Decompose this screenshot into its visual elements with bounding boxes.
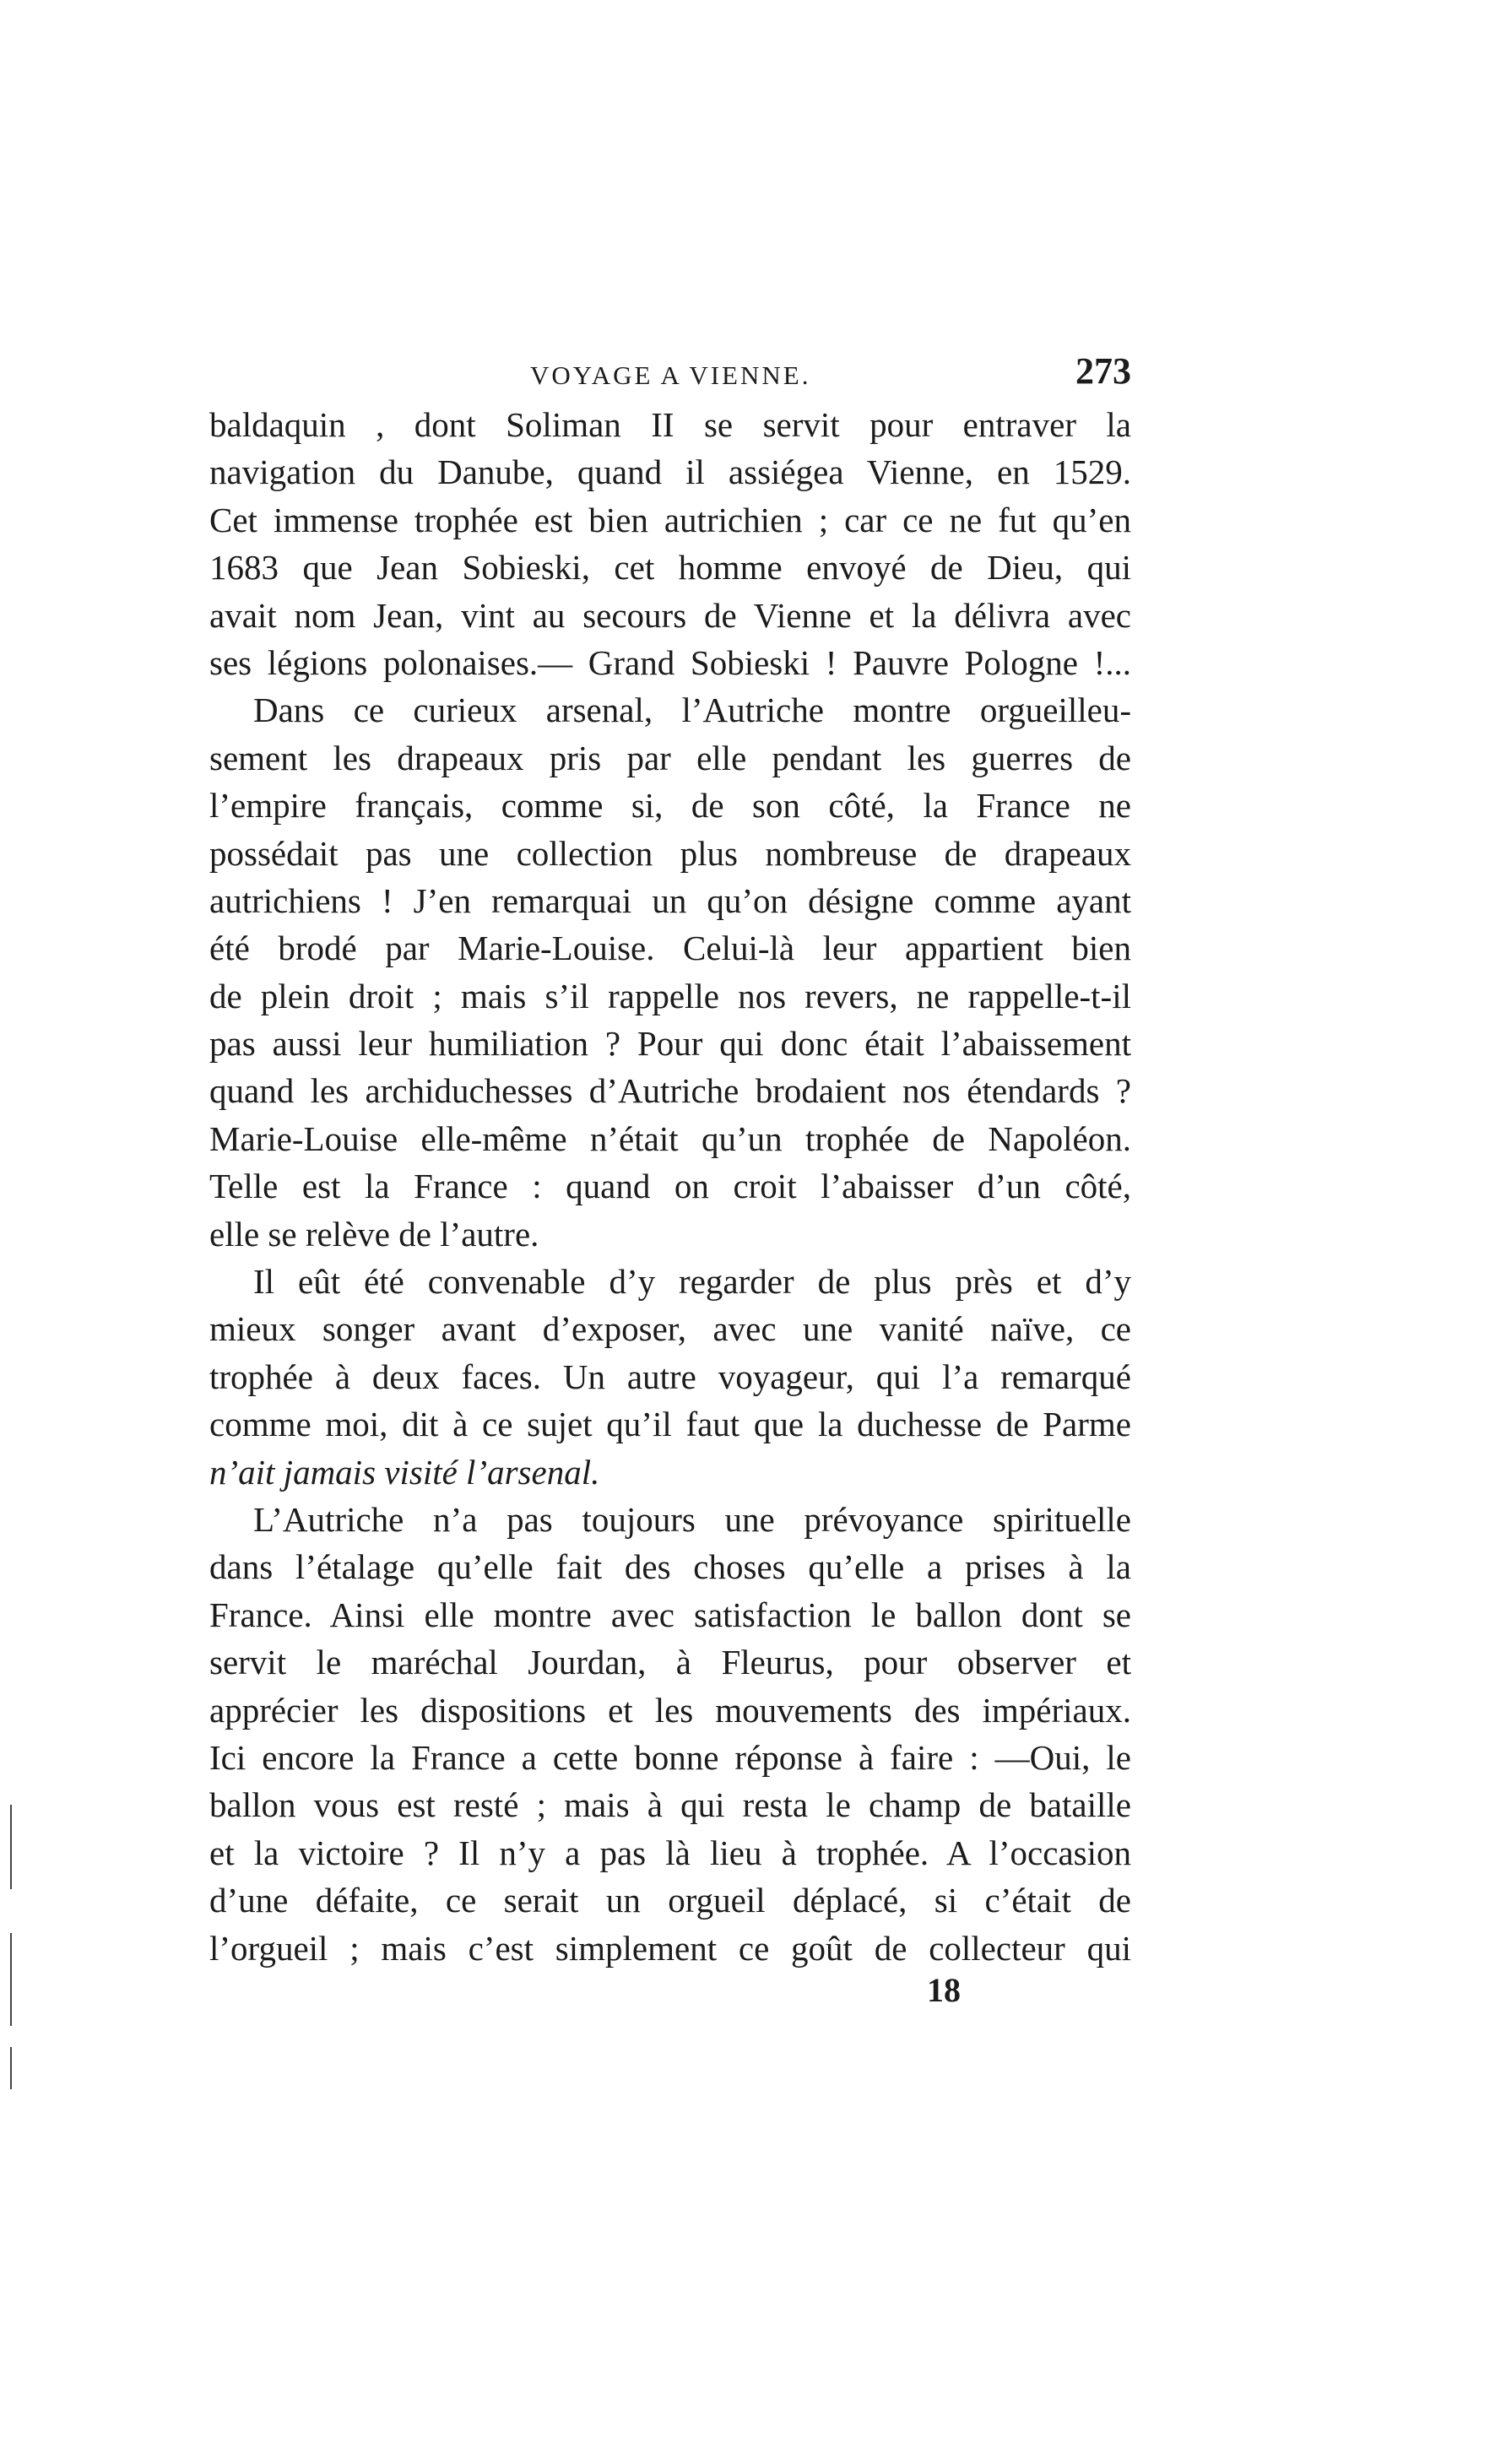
text-line: avait nom Jean, vint au secours de Vienne et la délivra avec xyxy=(209,595,1131,635)
text-line: navigation du Danube, quand il assiégea Vienne, en 1529. xyxy=(209,452,1131,492)
text-line: ballon vous est resté ; mais à qui resta le champ de bataille xyxy=(209,1785,1131,1825)
text-line: quand les archiduchesses d’Autriche brodaient nos étendards ? xyxy=(209,1071,1131,1111)
text-line: n’ait jamais visité l’arsenal. xyxy=(209,1452,600,1492)
text-line: l’empire français, comme si, de son côté, la France ne xyxy=(209,786,1131,826)
text-line: sement les drapeaux pris par elle pendant les guerres de xyxy=(209,738,1131,777)
page-number: 273 xyxy=(1075,350,1131,392)
text-line: de plein droit ; mais s’il rappelle nos revers, ne rappelle-t-il xyxy=(209,976,1131,1015)
body-text xyxy=(209,401,1131,1972)
text-line: Marie-Louise elle-même n’était qu’un trophée de Napoléon. xyxy=(209,1118,1131,1158)
text-line: été brodé par Marie-Louise. Celui-là leur appartient bien xyxy=(209,929,1131,968)
text-line: Il eût été convenable d’y regarder de plus près et d’y xyxy=(253,1262,1131,1302)
text-line: baldaquin , dont Soliman II se servit pour entraver la xyxy=(209,405,1131,444)
text-line: elle se relève de l’autre. xyxy=(209,1214,539,1254)
text-line: trophée à deux faces. Un autre voyageur, qui l’a remarqué xyxy=(209,1357,1131,1396)
text-line: France. Ainsi elle montre avec satisfaction le ballon dont se xyxy=(209,1595,1131,1634)
signature-mark: 18 xyxy=(927,1971,961,2009)
page-header xyxy=(209,350,1131,401)
text-line: 1683 que Jean Sobieski, cet homme envoyé de Dieu, qui xyxy=(209,548,1131,588)
text-line: et la victoire ? Il n’y a pas là lieu à trophée. A l’occasion xyxy=(209,1833,1131,1872)
text-line: d’une défaite, ce serait un orgueil déplacé, si c’était de xyxy=(209,1881,1131,1920)
text-line: apprécier les dispositions et les mouvements des impériaux. xyxy=(209,1690,1131,1730)
text-line: dans l’étalage qu’elle fait des choses qu’elle a prises à la xyxy=(209,1547,1131,1587)
scan-margin-mark xyxy=(10,1805,12,1889)
text-line: L’Autriche n’a pas toujours une prévoyance spirituelle xyxy=(253,1499,1131,1539)
text-line: Telle est la France : quand on croit l’abaisser d’un côté, xyxy=(209,1167,1131,1206)
text-line: Ici encore la France a cette bonne réponse à faire : —Oui, le xyxy=(209,1737,1131,1777)
text-line: mieux songer avant d’exposer, avec une vanité naïve, ce xyxy=(209,1309,1131,1349)
text-line: l’orgueil ; mais c’est simplement ce goût de collecteur qui xyxy=(209,1928,1131,1968)
text-line: Cet immense trophée est bien autrichien ; car ce ne fut qu’en xyxy=(209,500,1131,539)
text-line: Dans ce curieux arsenal, l’Autriche montre orgueilleu- xyxy=(253,690,1131,730)
text-line: comme moi, dit à ce sujet qu’il faut que la duchesse de Parme xyxy=(209,1405,1131,1444)
text-line: pas aussi leur humiliation ? Pour qui donc était l’abaissement xyxy=(209,1024,1131,1064)
text-line: servit le maréchal Jourdan, à Fleurus, pour observer et xyxy=(209,1643,1131,1682)
text-line: possédait pas une collection plus nombreuse de drapeaux xyxy=(209,833,1131,873)
scan-margin-mark xyxy=(10,2047,12,2089)
text-line: autrichiens ! J’en remarquai un qu’on désigne comme ayant xyxy=(209,880,1131,920)
scan-margin-mark xyxy=(10,1933,12,2026)
running-title: VOYAGE A VIENNE. xyxy=(530,360,811,390)
text-line: ses légions polonaises.— Grand Sobieski ! Pauvre Pologne !... xyxy=(209,642,1131,682)
